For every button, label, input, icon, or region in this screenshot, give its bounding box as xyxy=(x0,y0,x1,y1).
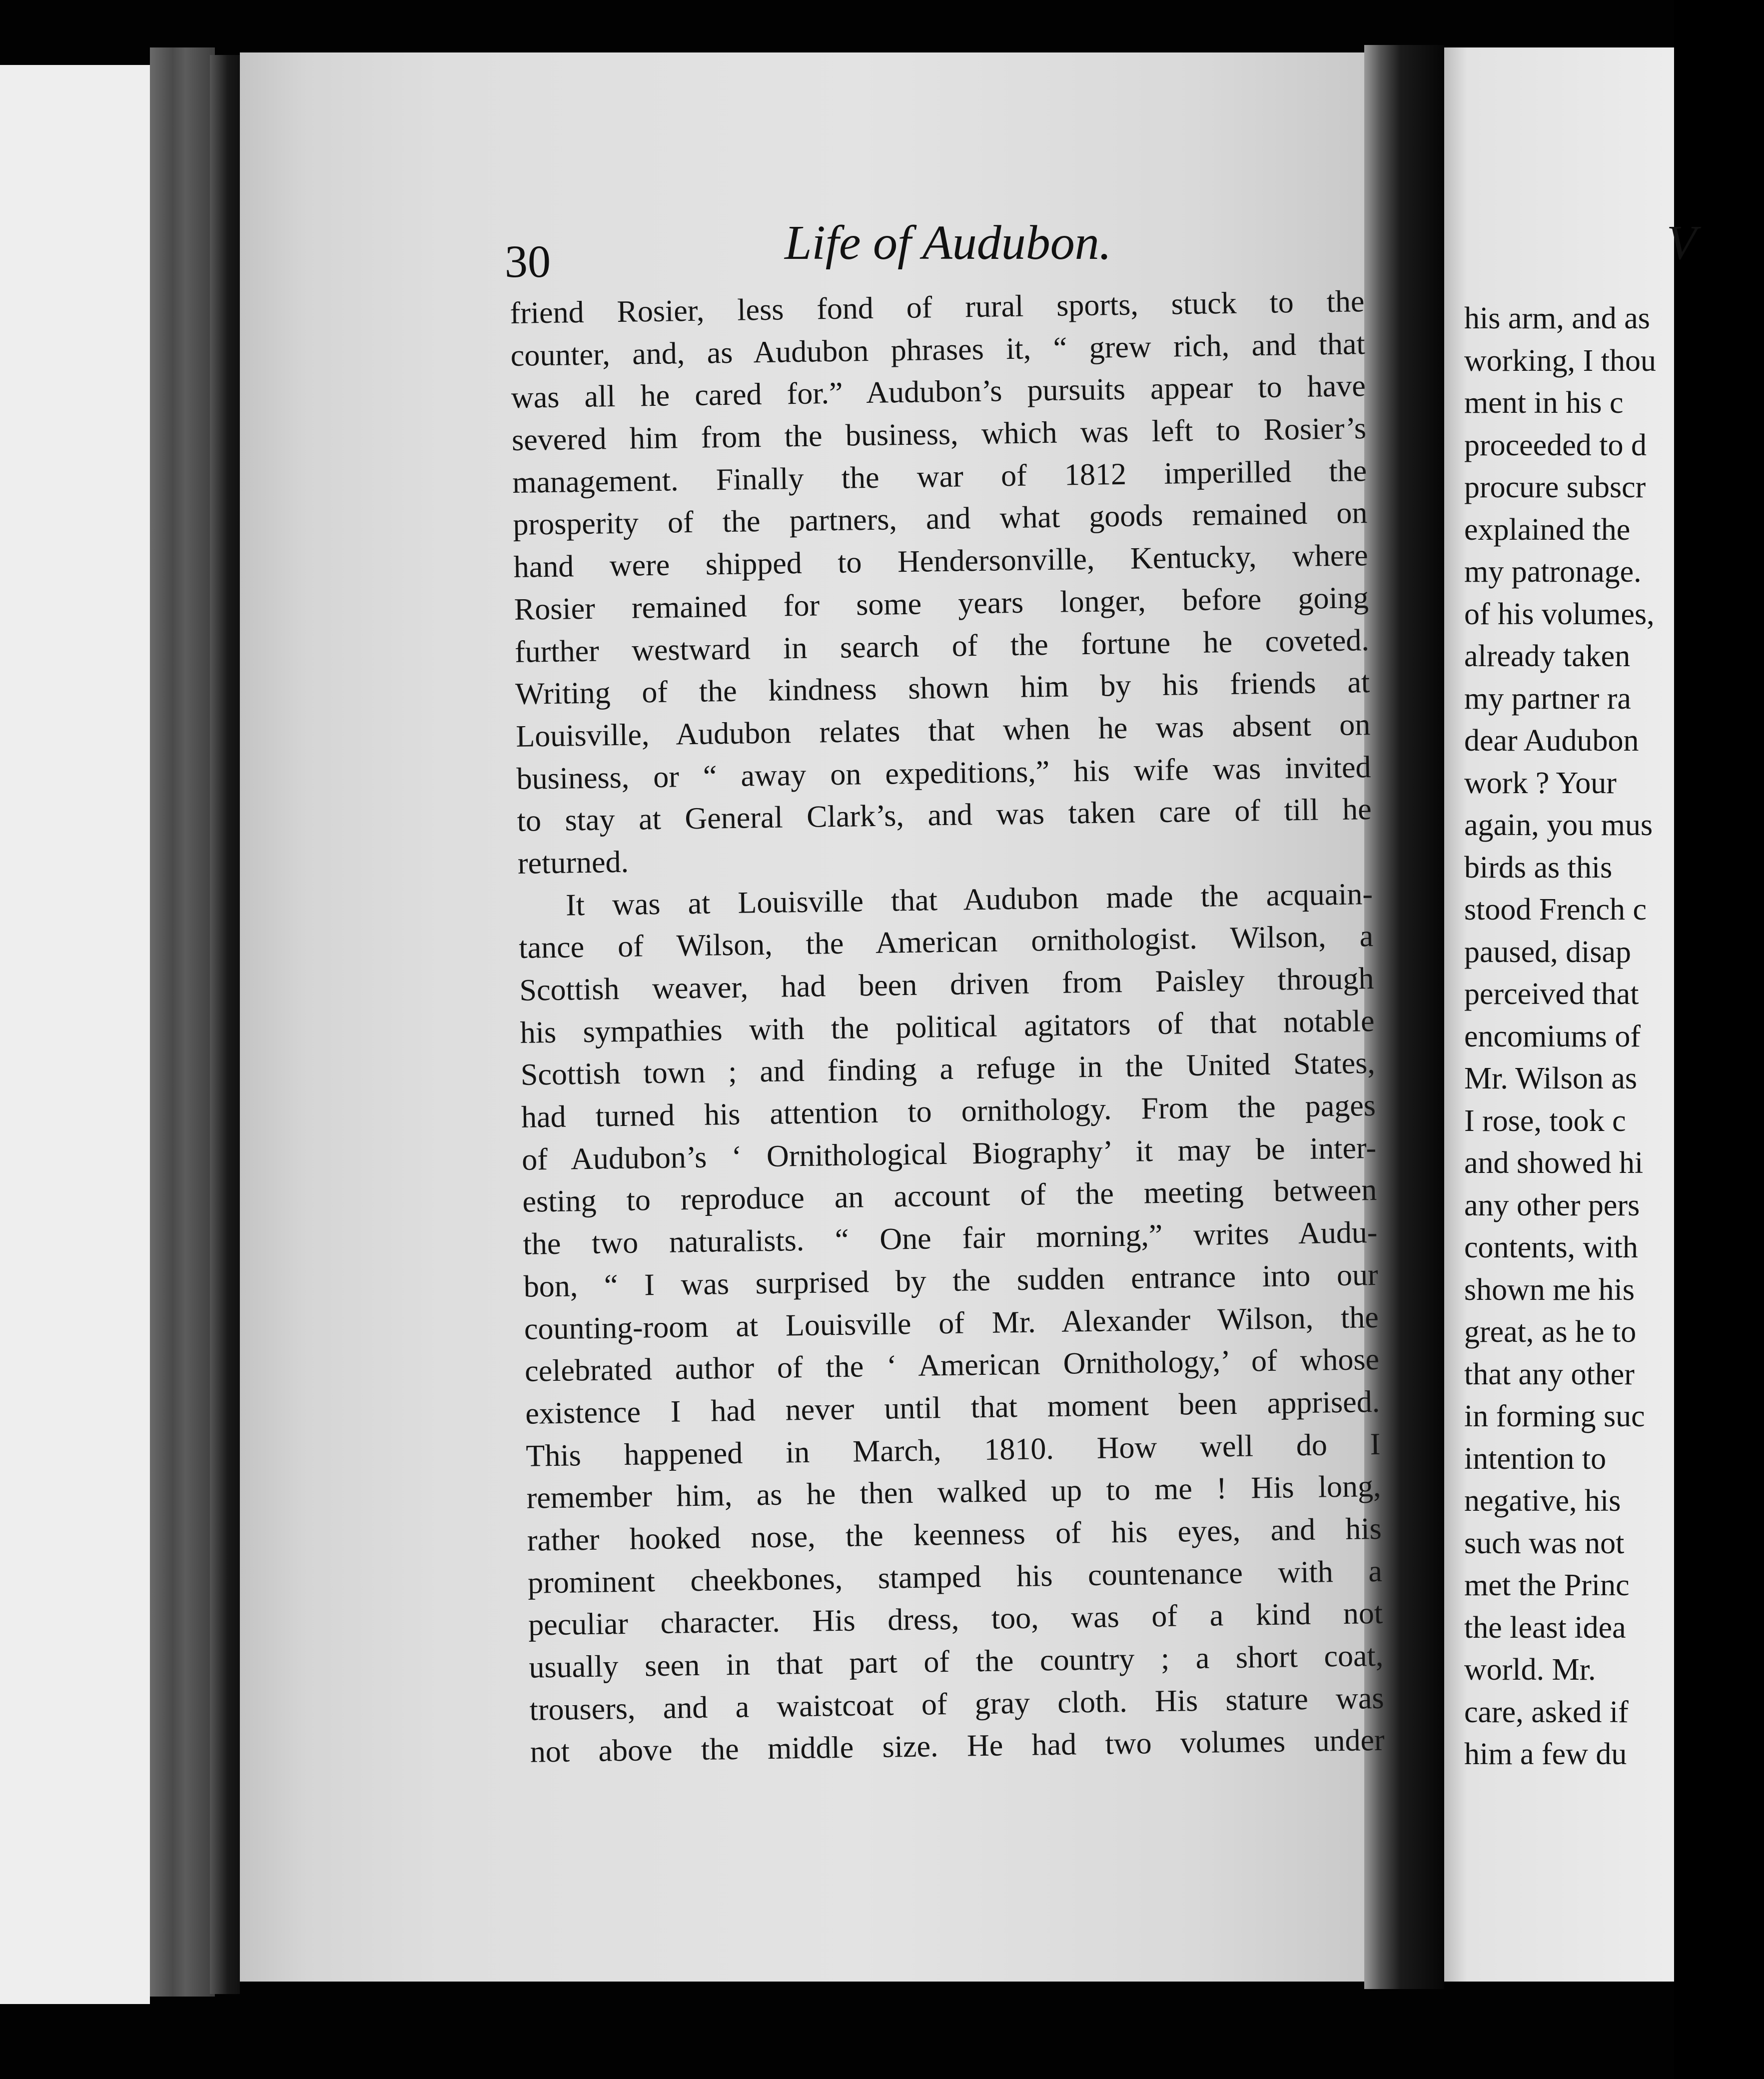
text-line: him a few du xyxy=(1464,1737,1627,1771)
text-line: rather hooked nose, the keenness of his eyes, and his xyxy=(527,1511,1382,1558)
text-line: ment in his c xyxy=(1464,386,1624,420)
text-line: working, I thou xyxy=(1464,343,1657,378)
scan-margin-left xyxy=(0,65,150,2004)
text-line: my partner ra xyxy=(1464,681,1631,716)
text-line: my patronage. xyxy=(1464,555,1642,589)
right-running-head: V xyxy=(1667,216,1697,270)
text-line: again, you mus xyxy=(1464,808,1653,842)
text-line: intention to xyxy=(1464,1441,1607,1476)
text-line: esting to reproduce an account of the meeting between xyxy=(522,1173,1377,1219)
text-line: Louisville, Audubon relates that when he was absent on xyxy=(515,707,1371,754)
text-line: hand were shipped to Hendersonville, Kentucky, where xyxy=(513,538,1368,585)
text-line: prominent cheekbones, stamped his countenance with a xyxy=(527,1554,1383,1600)
text-line: work ? Your xyxy=(1464,766,1617,800)
text-line: peculiar character. His dress, too, was of a kind not xyxy=(528,1596,1383,1643)
text-line: I rose, took c xyxy=(1464,1103,1626,1138)
text-line: celebrated author of the ‘ American Ornithology,’ of whose xyxy=(524,1342,1380,1388)
left-page-text xyxy=(510,280,1385,1774)
text-line: world. Mr. xyxy=(1464,1653,1596,1687)
text-line: management. Finally the war of 1812 imperilled the xyxy=(512,453,1367,500)
text-line: Scottish weaver, had been driven from Paisley through xyxy=(519,961,1374,1008)
text-line: dear Audubon xyxy=(1464,724,1639,758)
text-line: the two naturalists. “ One fair morning,” writes Audu- xyxy=(523,1215,1378,1261)
text-line: friend Rosier, less fond of rural sports, stuck to the xyxy=(510,284,1365,330)
text-line: already taken xyxy=(1464,639,1631,673)
text-line: encomiums of xyxy=(1464,1019,1641,1053)
text-line: counting-room at Louisville of Mr. Alexander Wilson, the xyxy=(524,1300,1379,1346)
text-line: explained the xyxy=(1464,512,1631,547)
text-line: Writing of the kindness shown him by his friends at xyxy=(515,665,1370,712)
text-line: bon, “ I was surprised by the sudden entrance into our xyxy=(523,1257,1379,1304)
text-line: of Audubon’s ‘ Ornithological Biography’ it may be inter- xyxy=(521,1130,1377,1177)
text-line: that any other xyxy=(1464,1357,1635,1391)
text-line: negative, his xyxy=(1464,1484,1621,1518)
text-line: any other pers xyxy=(1464,1188,1640,1222)
text-line: perceived that xyxy=(1464,977,1639,1011)
text-line: of his volumes, xyxy=(1464,597,1655,631)
text-line: tance of Wilson, the American ornithologist. Wilson, a xyxy=(518,919,1374,966)
text-line: It was at Louisville that Audubon made the acquain- xyxy=(565,877,1373,923)
text-line: stood French c xyxy=(1464,893,1647,927)
page-number: 30 xyxy=(505,236,551,287)
text-line: in forming suc xyxy=(1464,1399,1645,1433)
text-line: Rosier remained for some years longer, before going xyxy=(514,580,1369,627)
text-line: counter, and, as Audubon phrases it, “ grew rich, and that xyxy=(510,326,1366,373)
text-line: and showed hi xyxy=(1464,1146,1644,1180)
text-line: trousers, and a waistcoat of gray cloth. His stature was xyxy=(529,1681,1384,1727)
text-line: contents, with xyxy=(1464,1230,1638,1264)
text-line: great, as he to xyxy=(1464,1315,1637,1349)
text-line: was all he cared for.” Audubon’s pursuits appear to have xyxy=(511,369,1366,415)
text-line: severed him from the business, which was left to Rosier’s xyxy=(511,411,1367,458)
text-line: to stay at General Clark’s, and was taken care of till he xyxy=(517,792,1372,839)
text-line: further westward in search of the fortune he coveted. xyxy=(514,623,1370,669)
text-line: paused, disap xyxy=(1464,935,1632,969)
text-line: proceeded to d xyxy=(1464,428,1647,462)
text-line: prosperity of the partners, and what goods remained on xyxy=(513,496,1368,542)
text-line: care, asked if xyxy=(1464,1695,1629,1729)
text-line: not above the middle size. He had two volumes under xyxy=(530,1723,1385,1770)
text-line: remember him, as he then walked up to me ! His long, xyxy=(526,1469,1382,1516)
text-line: his sympathies with the political agitators of that notable xyxy=(520,1004,1375,1050)
text-line: Scottish town ; and finding a refuge in the United States, xyxy=(520,1046,1376,1092)
text-line: business, or “ away on expeditions,” his wife was invited xyxy=(516,750,1371,796)
text-line: returned. xyxy=(517,845,629,881)
text-line: the least idea xyxy=(1464,1610,1626,1645)
text-line: had turned his attention to ornithology. From the pages xyxy=(521,1088,1376,1134)
text-line: such was not xyxy=(1464,1526,1625,1560)
text-line: birds as this xyxy=(1464,850,1613,885)
text-line: procure subscr xyxy=(1464,470,1646,504)
text-line: usually seen in that part of the country ; a short coat, xyxy=(528,1638,1384,1685)
text-line: met the Princ xyxy=(1464,1568,1630,1602)
right-page-text xyxy=(1464,297,1764,1776)
text-line: Mr. Wilson as xyxy=(1464,1061,1637,1095)
text-line: existence I had never until that moment been apprised. xyxy=(525,1384,1380,1431)
book-edge-shadow xyxy=(150,47,215,1997)
text-line: shown me his xyxy=(1464,1272,1635,1307)
running-head: Life of Audubon. xyxy=(785,216,1112,270)
text-line: This happened in March, 1810. How well do I xyxy=(526,1427,1381,1473)
book-binding-edge xyxy=(210,55,240,1994)
text-line: his arm, and as xyxy=(1464,301,1650,335)
